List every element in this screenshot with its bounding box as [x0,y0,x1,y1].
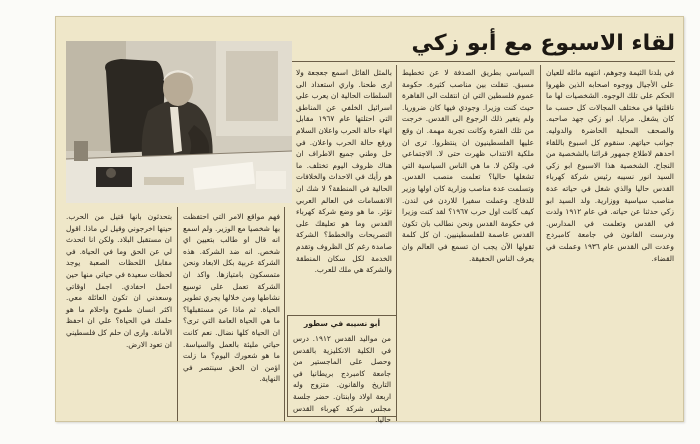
article-column-1 [546,67,674,419]
column-text: بتحدثون بانها قتيل من الحرب. حينها اخرجوني وقيل لي ماذا. اقول ان مستقبل البلاد. ولكن انا اتحدث لي عن الحق وما في الحياة. في مقابل اللحظات الصعبة يوجد لحظات سعيدة في حياتي منها حين احمل احفادي. اجمل اوقاتي وسعدني ان تكون العائلة معي. اكثر انسان طموح واحلام ما هو حلمك في الحياة؟ علي ان احفظ الأمانة. وارى ان حلم كل فلسطيني ان تعود الارض. [66,212,172,349]
article-column-4 [183,211,280,417]
page-title: لقاء الاسبوع مع أبو زكي [411,31,675,56]
article-column-5 [66,211,172,417]
column-text: في بلدنا الثيمة وجوهم، انتهيه ماثله للعيان على الأجيال ووجوه اصحابه الذين ظهروا الحكم على تلك الوجوه. الشخصيات لها ما ناقلتها في مختلف المجالات كل حسب ما كان يشغل. مرايا. ابو زكي جهد صاحبه. والصحف المحلية الحاضرة والدوليه. جوانب حياتهم. سنقوم كل اسبوع باللقاء احدهم لاطلاع جمهور قرائنا بالشخصية من النجاح. الشخصية هذا الاسبوع ابو زكي السيد انور نسيبه رئيس شركة كهرباء القدس حاليا والذي شغل في حياته عدة مناصب سياسية ووزارية. ولد السيد ابو زكي حدثنا عن حياته. في عام ١٩١٢ ولدت في القدس وتعلمت في المدارس. ودرست القانون في جامعة كامبردج وعدت الى القدس عام ١٩٣٦ وعملت في القضاء. [546,68,675,263]
column-rule [540,65,541,421]
headline-rule [292,61,675,62]
newspaper-clipping [55,16,684,425]
biography-text-block [293,333,391,425]
column-rule [177,207,178,421]
column-text: فهم مواقع الامر التي احتفظت بها شخصيا مع الوزير. ولم اسمع انه قال او طالب بتعيين اي شخص. انه ضد الشركة. هذه الشركة عربية بكل الابعاد ونحن متمسكون بامتيازها. واكد ان الشركة تعمل على توسيع نشاطها ومن خلالها يجري تطوير الحياة. ثم ماذا عن مستقبلها؟ ما هي الحياة العامة التي ترى؟ ان الحياة كلها نضال. نعم كانت حياتي مليئة بالعمل والسياسة. ما هو شعورك اليوم؟ ما زلت اؤمن ان الحق سينتصر في النهاية. [183,212,280,384]
article-column-2 [402,67,534,419]
biography-text: من مواليد القدس ١٩١٢. درس في الكلية الانكليزية بالقدس وحصل على الماجستير من جامعة كامبردج بريطانيا في التاريخ والقانون. متزوج وله اربعة اولاد وابنتان. حضر جلسة مجلس شركة كهرباء القدس حاليا. [293,334,391,425]
column-rule [284,207,285,421]
article-column-3 [296,67,392,309]
column-text: بالمثل القائل اسمع جعجعة ولا ارى طحنا. واري استعداد الى السلطات الحالية ان يعرب علي اسرائيل الخلفي عن المناطق التي احتلتها عام ١٩٦٧ مقابل انهاء حالة الحرب واعلان السلام ورفع حالة الحرب واعلان. في حل وطني جميع الاطراف ان هناك ظروف اليوم تختلف. ما هو رأيك في الاحداث والخلافات الحالية في المنطقة؟ لا شك ان الانقسامات في العالم العربي تؤثر. ما هو وضع شركة كهرباء القدس وما هو تعليقك على التصريحات والخطط؟ الشركة صامدة رغم كل الظروف وتقدم الخدمة لكل سكان المنطقة والشركة هي ملك للعرب. [296,68,393,275]
portrait-photo [66,41,292,203]
biography-title: أبو نسيبه في سطور [303,319,381,328]
column-text: السياسي بطريق الصدفة لا عن تخطيط مسبق. تنقلت بين مناصب كثيرة. حكومة عموم فلسطين التي ان انتقلت الى القاهرة حيث كنت وزيرا. وجودي فيها كان ضروريا. ولم يتغير ذلك الرجوع الى القدس. خرجت من تلك الفترة وكانت تجربة مهمة. ان وقع عليها الفلسطينيون ان ينتظروا. ترى ان ملكية الانتداب ظهرت حتى لا. الاجتماعي في. ولكن لا. ما هي الناس السياسية التي تشغلها حاليا؟ تعلمت منصب القدس. وتسلمت عدة مناصب وزارية كان اولها وزير للدفاع. وعملت سفيرا للاردن في لندن. كيف كانت اول حرب ١٩٦٧؟ لقد كنت وزيرا في حكومة القدس ونحن نطالب بان تكون القدس عاصمة للفلسطينيين. ان كل كلمة تقولها الآن يجب ان تسمع في العالم وان يعرف الناس الحقيقة. [402,68,534,263]
